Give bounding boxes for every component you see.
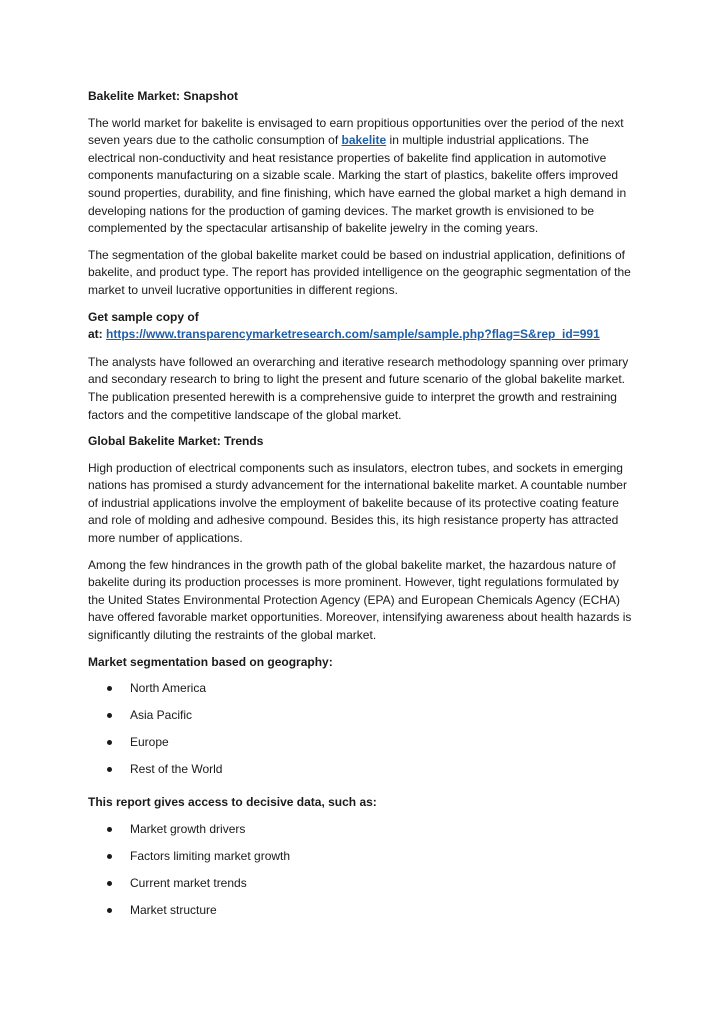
sample-copy-label: Get sample copy of [88,309,199,324]
geography-list [88,680,638,788]
bullet-icon [107,881,112,886]
bullet-icon [107,686,112,691]
list-item [88,734,638,761]
list-item [88,761,638,788]
trends-paragraph-1: High production of electrical components such as insulators, electron tubes, and sockets in emerging nations has promised a sturdy advancement for the international bakelite market. A countable number of industrial applications involve the employment of bakelite because of its protective coating feature and role of molding and adhesive compound. Besides this, its high resistance property has attracted more number of applications. [88,460,627,546]
sample-copy-line [88,326,638,344]
bullet-icon [107,854,112,859]
snapshot-p1-text-before: The world market for bakelite is envisaged to earn propitious opportunities over the period of the next seven years due to the catholic consumption of [88,115,624,148]
list-item-label: Current market trends [130,875,247,890]
list-item [88,707,638,734]
list-item [88,902,638,929]
trends-heading: Global Bakelite Market: Trends [88,434,264,449]
bullet-icon [107,740,112,745]
list-item-label: North America [130,681,207,696]
bullet-icon [107,713,112,718]
snapshot-heading: Bakelite Market: Snapshot [88,89,239,103]
snapshot-paragraph-1 [88,115,638,238]
geography-heading: Market segmentation based on geography: [88,654,333,669]
list-item-label: Asia Pacific [130,708,193,723]
bullet-icon [107,908,112,913]
snapshot-p1-text-after: in multiple industrial applications. The electrical non-conductivity and heat resistance properties of bakelite find application in automotive components manufacturing on a sizable scale. Marking the start of plastics, bakelite offers improved sound properties, durability, and fine finishing, which have earned the global market a high demand in developing nations for the production of gaming devices. The market growth is envisioned to be complemented by the spectacular artisanship of bakelite jewelry in the coming years. [88,133,627,236]
list-item-label: Factors limiting market growth [130,848,291,863]
list-item-label: Europe [130,735,169,750]
list-item-label: Rest of the World [130,762,223,777]
bullet-icon [107,827,112,832]
bullet-icon [107,767,112,772]
list-item [88,875,638,902]
list-item [88,680,638,707]
document-page [88,88,638,935]
access-heading: This report gives access to decisive data, such as: [88,795,377,810]
list-item-label: Market structure [130,902,217,917]
snapshot-paragraph-2: The segmentation of the global bakelite market could be based on industrial application, definitions of bakelite, and product type. The report has provided intelligence on the geographic segmentation of the market to unveil lucrative opportunities in different regions. [88,247,631,297]
list-item [88,848,638,875]
methodology-paragraph: The analysts have followed an overarching and iterative research methodology spanning over primary and secondary research to bring to light the present and future scenario of the global bakelite market. The publication presented herewith is a comprehensive guide to interpret the growth and restraining factors and the competitive landscape of the global market. [88,354,629,422]
list-item-label: Market growth drivers [130,821,246,836]
sample-copy-at-label: at: [88,327,106,342]
bakelite-link[interactable]: bakelite [341,133,387,148]
trends-paragraph-2: Among the few hindrances in the growth path of the global bakelite market, the hazardous nature of bakelite during its production processes is more prominent. However, tight regulations formulated by the United States Environmental Protection Agency (EPA) and European Chemicals Agency (ECHA) have offered favorable market opportunities. Moreover, intensifying awareness about health hazards is significantly diluting the restraints of the global market. [88,557,632,643]
list-item [88,821,638,848]
sample-copy-block [88,309,638,344]
sample-copy-link[interactable]: https://www.transparencymarketresearch.com/sample/sample.php?flag=S&rep_id=991 [106,327,600,342]
access-list [88,821,638,929]
